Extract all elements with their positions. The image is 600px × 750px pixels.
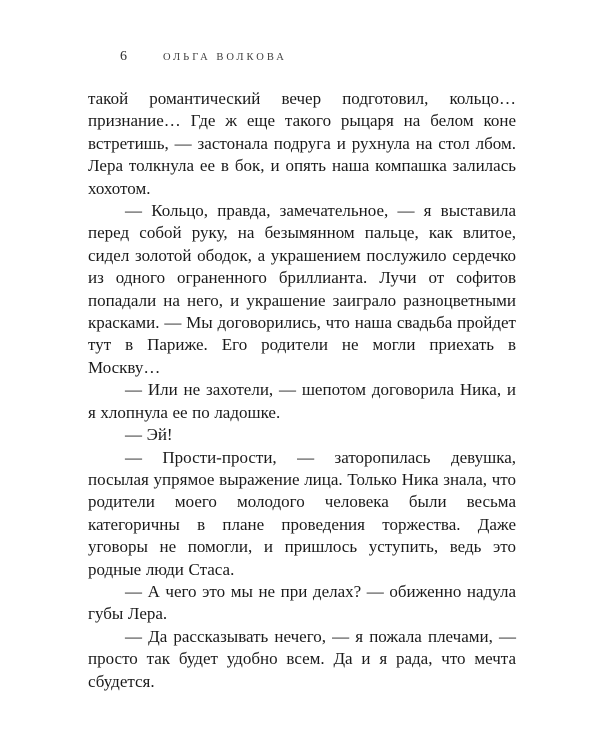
page-number: 6 (120, 49, 127, 64)
paragraph: — А чего это мы не при делах? — обиженно надула губы Лера. (88, 581, 516, 624)
paragraph: — Прости-прости, — заторопилась девушка, посылая упрямое выражение лица. Только Ника знала, что родители моего молодого человека были весьма категоричны в плане проведения торжества. Даже уговоры не помогли, и пришлось уступить, ведь это родные люди Стаса. (88, 447, 516, 579)
paragraph: — Или не захотели, — шепотом договорила Ника, и я хлопнула ее по ладошке. (88, 380, 516, 422)
paragraph: — Кольцо, правда, замечательное, — я выставила перед собой руку, на безымянном пальце, как влитое, сидел золотой ободок, а украшением послужило сердечко из одного ограненного бриллианта. Лучи от софитов попадали на него, и украшение заиграло разноцветными красками. — Мы договорились, что наша свадьба пройдет тут в Париже. Его родители не могли приехать в Москву… (88, 201, 516, 377)
page-body-text (88, 88, 516, 693)
paragraph: такой романтический вечер подготовил, кольцо… признание… Где ж еще такого рыцаря на белом коне встретишь, — застонала подруга и рухнула на стол лбом. Лера толкнула ее в бок, и опять наша компашка залилась хохотом. (88, 89, 516, 198)
paragraph: — Эй! (125, 425, 173, 445)
page-header (120, 50, 516, 64)
paragraph: — Да рассказывать нечего, — я пожала плечами, — просто так будет удобно всем. Да и я рада, что мечта сбудется. (88, 626, 516, 691)
running-title-author: ОЛЬГА ВОЛКОВА (163, 52, 287, 63)
